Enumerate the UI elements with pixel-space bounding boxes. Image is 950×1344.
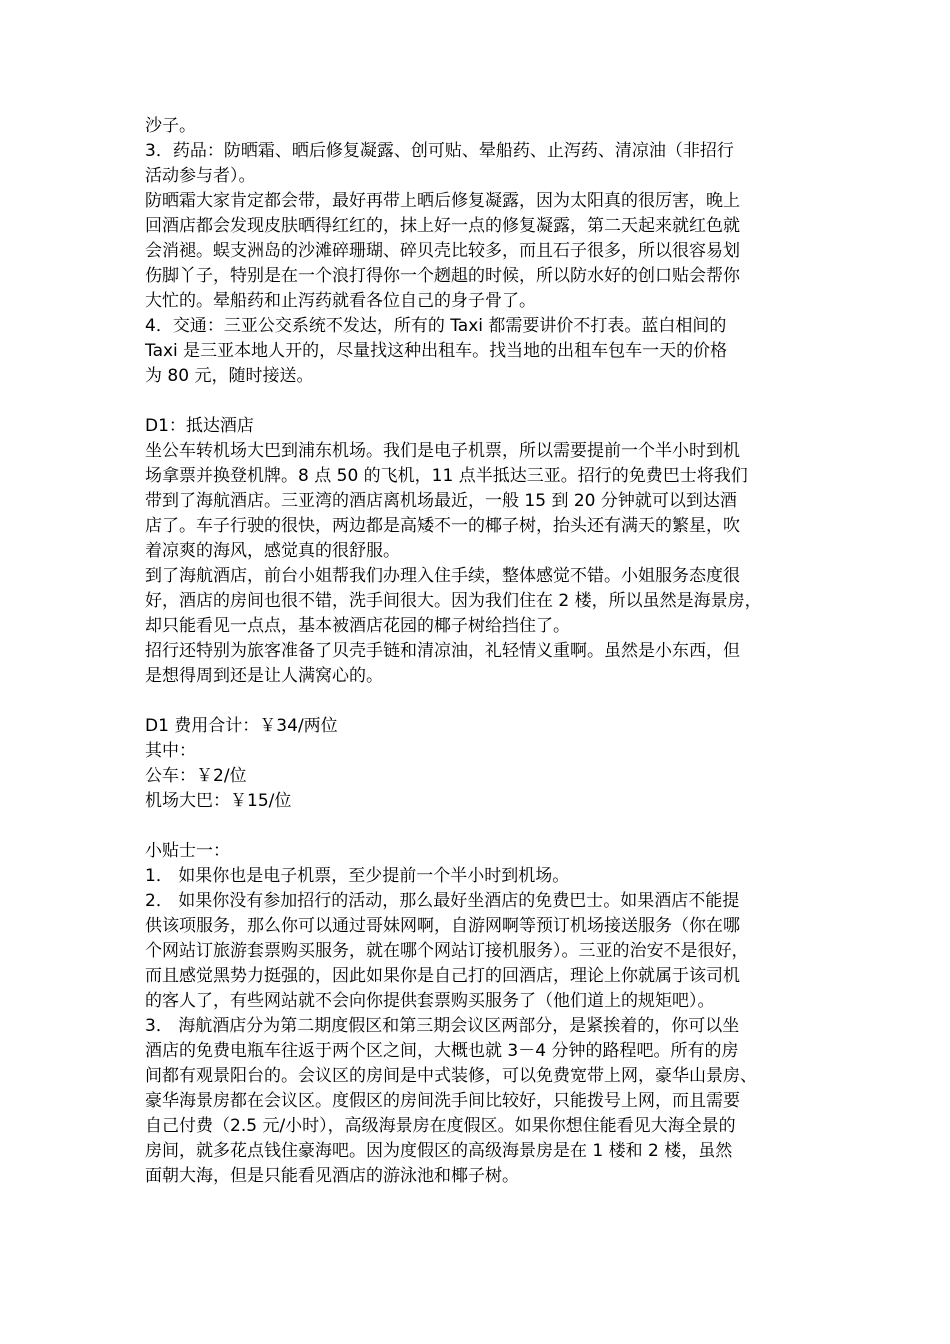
text-line: 活动参与者）。 <box>145 166 256 186</box>
text-line: Taxi 是三亚本地人开的，尽量找这种出租车。找当地的出租车包车一天的价格 <box>145 341 728 361</box>
text-line: 到了海航酒店，前台小姐帮我们办理入住手续，整体感觉不错。小姐服务态度很 <box>145 566 740 586</box>
text-line: 其中： <box>145 741 196 761</box>
text-line: 带到了海航酒店。三亚湾的酒店离机场最近，一般 15 到 20 分钟就可以到达酒 <box>145 491 737 511</box>
text-line: 而且感觉黑势力挺强的，因此如果你是自己打的回酒店，理论上你就属于该司机 <box>145 966 740 986</box>
text-line: 的客人了，有些网站就不会向你提供套票购买服务了（他们道上的规矩吧）。 <box>145 991 715 1011</box>
text-line: 自己付费（2.5 元/小时），高级海景房在度假区。如果你想住能看见大海全景的 <box>145 1116 736 1136</box>
blank-line <box>145 689 813 714</box>
text-line: 着凉爽的海风，感觉真的很舒服。 <box>145 541 400 561</box>
text-line: 防晒霜大家肯定都会带，最好再带上晒后修复凝露，因为太阳真的很厉害，晚上 <box>145 191 740 211</box>
text-line: 坐公车转机场大巴到浦东机场。我们是电子机票，所以需要提前一个半小时到机 <box>145 441 740 461</box>
text-line: 房间，就多花点钱住豪海吧。因为度假区的高级海景房是在 1 楼和 2 楼，虽然 <box>145 1141 733 1161</box>
tip-item: 1． 如果你也是电子机票，至少提前一个半小时到机场。 <box>145 866 570 886</box>
blank-line <box>145 814 813 839</box>
text-line: 面朝大海，但是只能看见酒店的游泳池和椰子树。 <box>145 1166 519 1186</box>
text-line: 4．交通：三亚公交系统不发达，所有的 Taxi 都需要讲价不打表。蓝白相间的 <box>145 316 727 336</box>
text-line: 个网站订旅游套票购买服务，就在哪个网站订接机服务）。三亚的治安不是很好， <box>145 941 749 961</box>
tips-heading: 小贴士一： <box>145 841 230 861</box>
text-line: 回酒店都会发现皮肤晒得红红的，抹上好一点的修复凝露，第二天起来就红色就 <box>145 216 740 236</box>
text-line: 是想得周到还是让人满窝心的。 <box>145 666 383 686</box>
cost-total: D1 费用合计：￥34/两位 <box>145 716 338 736</box>
text-line: 会消褪。蜈支洲岛的沙滩碎珊瑚、碎贝壳比较多，而且石子很多，所以很容易划 <box>145 241 740 261</box>
text-line: 为 80 元，随时接送。 <box>145 366 314 386</box>
cost-item-airport-bus: 机场大巴：￥15/位 <box>145 791 292 811</box>
text-line: 豪华海景房都在会议区。度假区的房间洗手间比较好，只能拨号上网，而且需要 <box>145 1091 740 1111</box>
text-line: 好，酒店的房间也很不错，洗手间很大。因为我们住在 2 楼，所以虽然是海景房， <box>145 591 762 611</box>
text-line: 招行还特别为旅客准备了贝壳手链和清凉油，礼轻情义重啊。虽然是小东西，但 <box>145 641 740 661</box>
text-line: 却只能看见一点点，基本被酒店花园的椰子树给挡住了。 <box>145 616 570 636</box>
text-line: 间都有观景阳台的。会议区的房间是中式装修，可以免费宽带上网，豪华山景房、 <box>145 1066 757 1086</box>
tip-item: 3． 海航酒店分为第二期度假区和第三期会议区两部分，是紧挨着的，你可以坐 <box>145 1016 740 1036</box>
text-line: 酒店的免费电瓶车往返于两个区之间，大概也就 3－4 分钟的路程吧。所有的房 <box>145 1041 739 1061</box>
text-line: 大忙的。晕船药和止泻药就看各位自己的身子骨了。 <box>145 291 536 311</box>
text-line: 沙子。 <box>145 116 196 136</box>
text-line: 伤脚丫子，特别是在一个浪打得你一个趔趄的时候，所以防水好的创口贴会帮你 <box>145 266 740 286</box>
text-line: 3．药品：防晒霜、晒后修复凝露、创可贴、晕船药、止泻药、清凉油（非招行 <box>145 141 734 161</box>
text-line: 供该项服务，那么你可以通过哥妹网啊，自游网啊等预订机场接送服务（你在哪 <box>145 916 740 936</box>
text-line: 场拿票并换登机牌。8 点 50 的飞机，11 点半抵达三亚。招行的免费巴士将我们 <box>145 466 748 486</box>
tip-item: 2． 如果你没有参加招行的活动，那么最好坐酒店的免费巴士。如果酒店不能提 <box>145 891 740 911</box>
text-line: 店了。车子行驶的很快，两边都是高矮不一的椰子树，抬头还有满天的繁星，吹 <box>145 516 740 536</box>
section-heading-d1: D1：抵达酒店 <box>145 416 254 436</box>
document-body <box>145 114 813 1189</box>
blank-line <box>145 389 813 414</box>
cost-item-bus: 公车：￥2/位 <box>145 766 247 786</box>
